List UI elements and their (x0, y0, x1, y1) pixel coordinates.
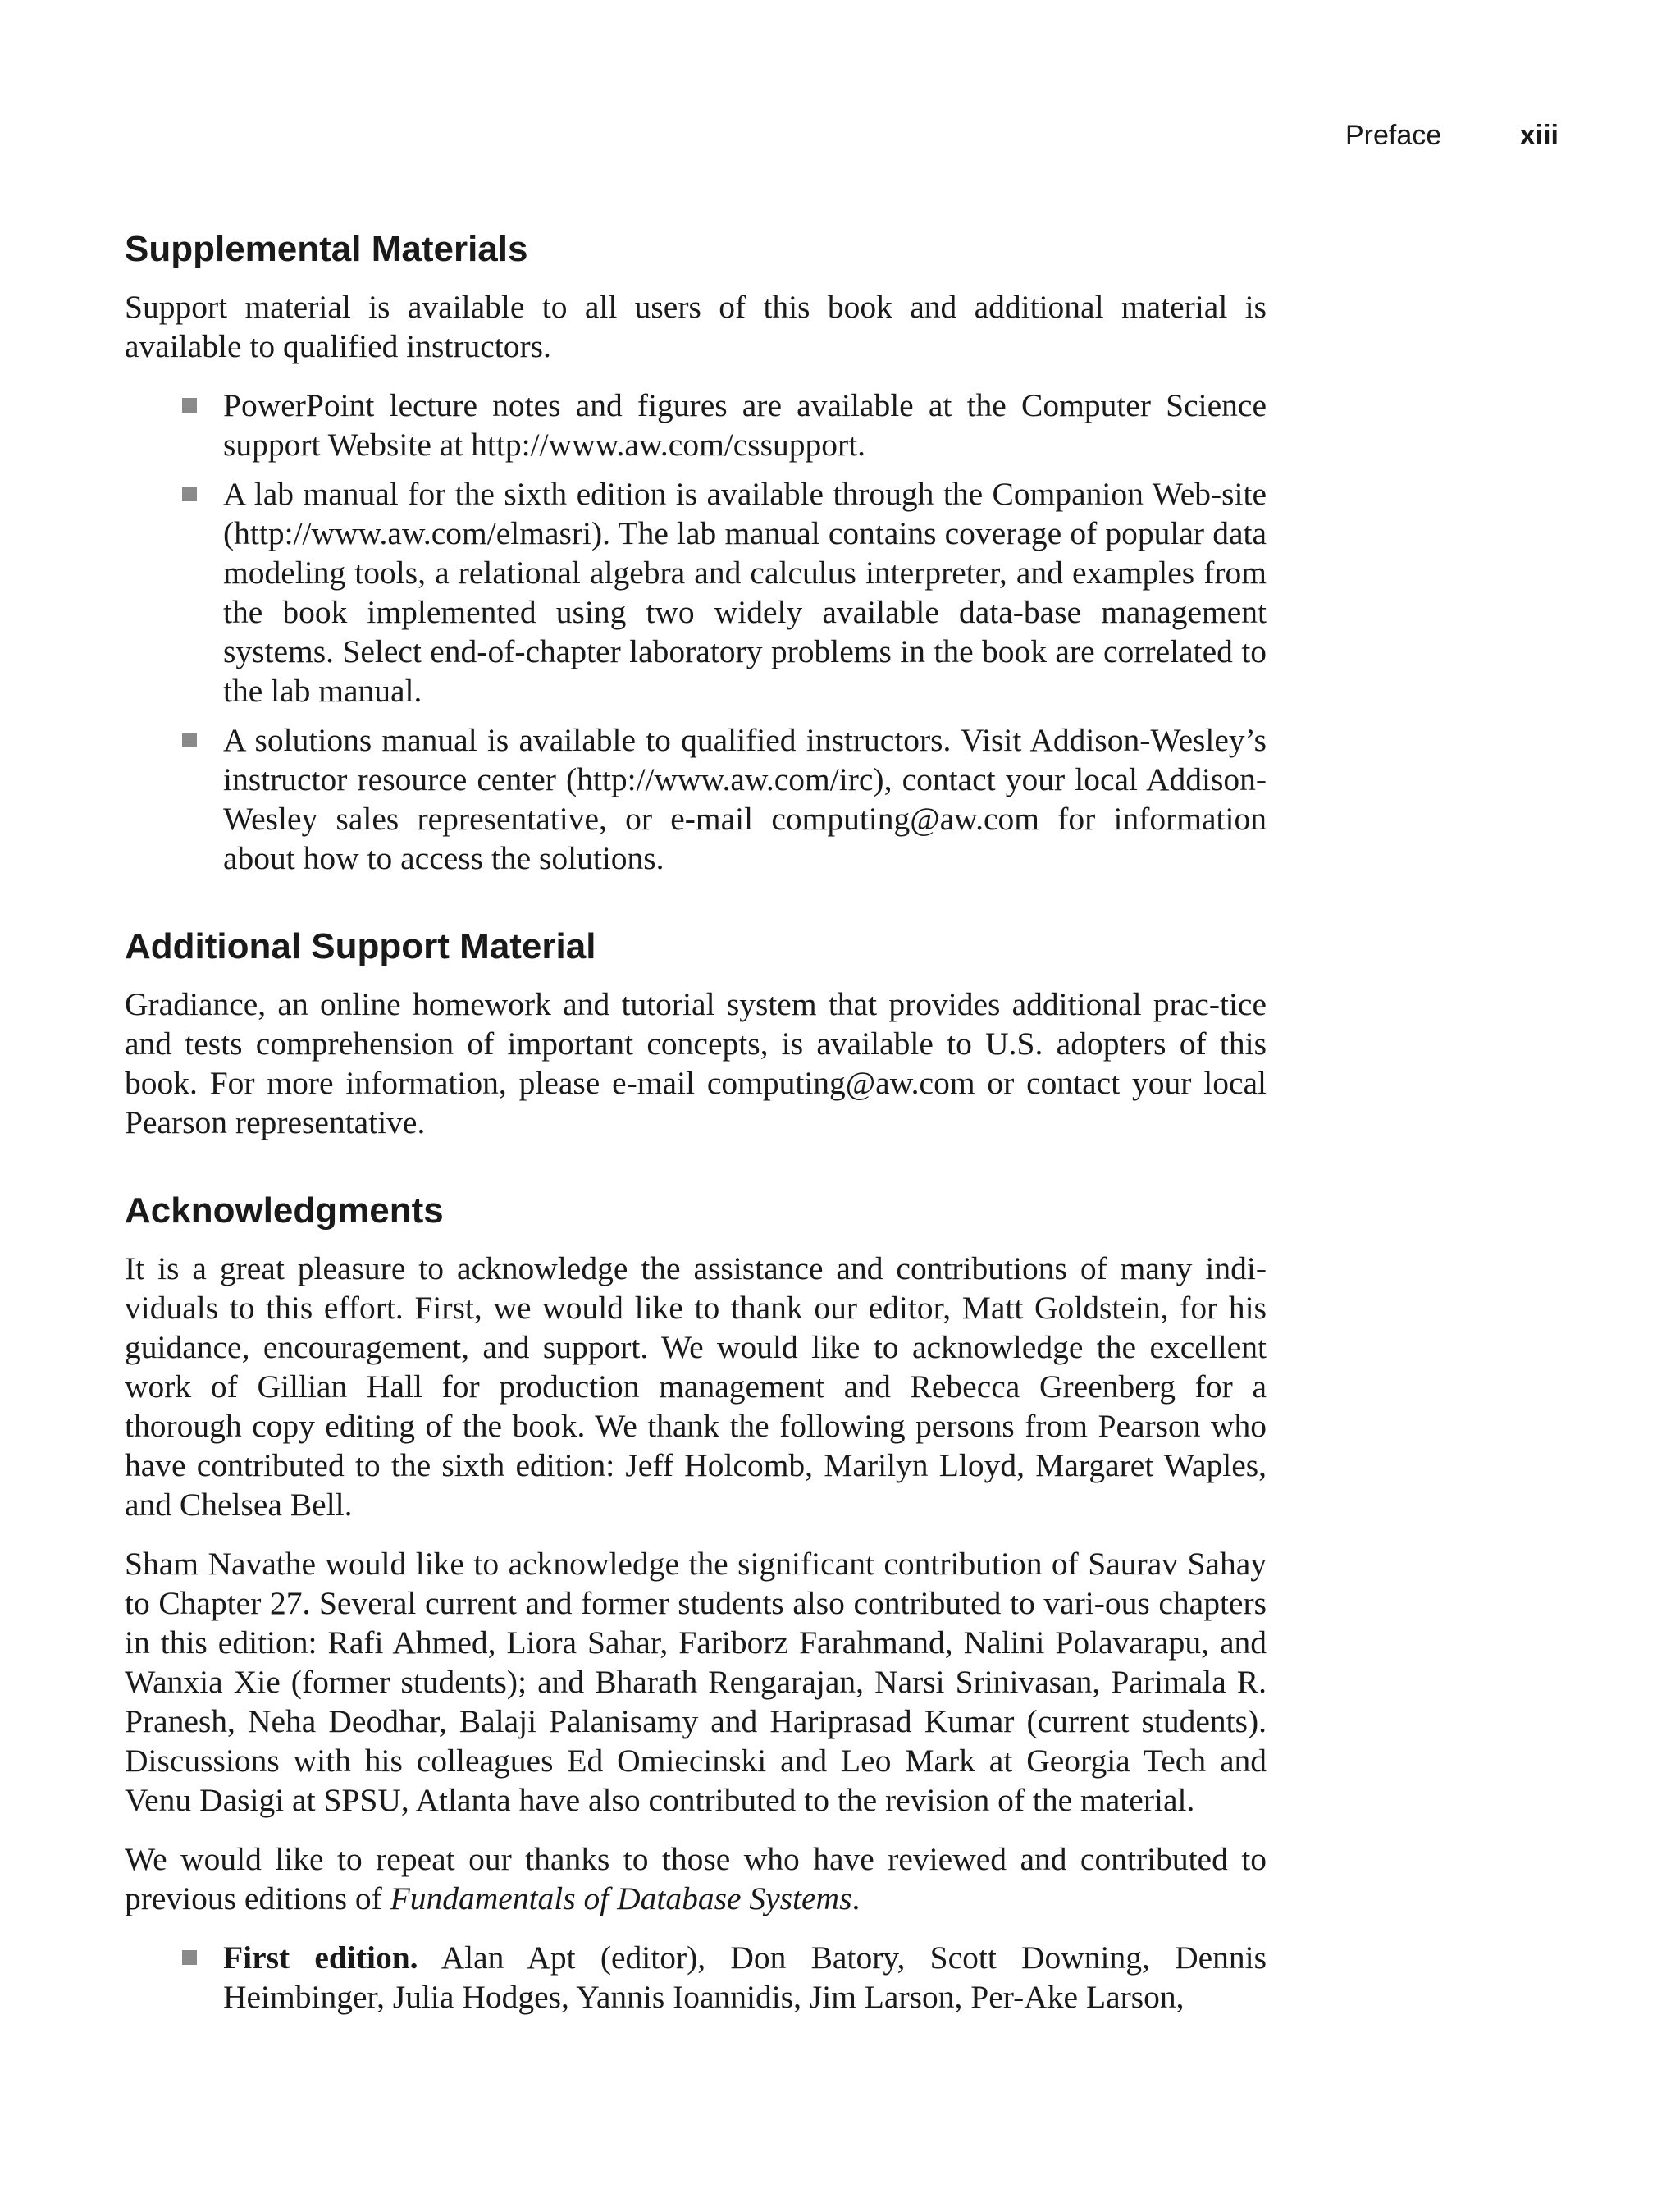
running-head-section: Preface (1345, 120, 1442, 151)
acknowledgments-paragraph-3 (125, 1839, 1267, 1918)
edition-label: First edition. (223, 1939, 418, 1976)
list-item-text: PowerPoint lecture notes and figures are available at the Computer Science support Website at http://www.aw.com/cssupport. (223, 387, 1267, 463)
running-head (1345, 120, 1559, 153)
list-item-text: A solutions manual is available to qualified instructors. Visit Addison-Wesley’s instructor resource center (http://www.aw.com/irc), contact your local Addison-Wesley sales representative, or e-mail computing@aw.com for information about how to access the solutions. (223, 722, 1267, 876)
page-number: xiii (1519, 120, 1559, 151)
heading-acknowledgments: Acknowledgments (125, 1190, 444, 1231)
editions-list (125, 1938, 1267, 2017)
page-content (125, 226, 1267, 2036)
list-item-text: A lab manual for the sixth edition is available through the Companion Web-site (http://www.aw.com/elmasri). The lab manual contains coverage of popular data modeling tools, a relational algebra and calculus interpreter, and examples from the book implemented using two widely available data-base management systems. Select end-of-chapter laboratory problems in the book are correlated to the lab manual. (223, 476, 1267, 709)
supplemental-list (125, 386, 1267, 878)
p3-text: We would like to repeat our thanks to those who have reviewed and contributed to previous editions of (125, 1841, 1267, 1916)
heading-additional-support: Additional Support Material (125, 926, 596, 966)
edition-text: Alan Apt (editor), Don Batory, Scott Downing, Dennis Heimbinger, Julia Hodges, Yannis Ioannidis, Jim Larson, Per-Ake Larson, (223, 1939, 1267, 2015)
list-item (223, 1938, 1267, 2017)
book-title: Fundamentals of Database Systems (390, 1880, 852, 1916)
list-item (223, 386, 1267, 464)
list-item (223, 720, 1267, 878)
supplemental-intro: Support material is available to all users of this book and additional material is available to qualified instructors. (125, 289, 1267, 364)
square-bullet-icon (182, 398, 197, 413)
heading-supplemental-materials: Supplemental Materials (125, 229, 528, 269)
square-bullet-icon (182, 1950, 197, 1965)
acknowledgments-paragraph-2: Sham Navathe would like to acknowledge the significant contribution of Saurav Sahay to Chapter 27. Several current and former students also contributed to vari-ous chapters in this edition: Rafi Ahmed, Liora Sahar, Fariborz Farahmand, Nalini Polavarapu, and Wanxia Xie (former students); and Bharath Rengarajan, Narsi Srinivasan, Parimala R. Pranesh, Neha Deodhar, Balaji Palanisamy and Hariprasad Kumar (current students). Discussions with his colleagues Ed Omiecinski and Leo Mark at Georgia Tech and Venu Dasigi at SPSU, Atlanta have also contributed to the revision of the material. (125, 1546, 1267, 1818)
list-item (223, 474, 1267, 710)
square-bullet-icon (182, 733, 197, 747)
square-bullet-icon (182, 487, 197, 501)
acknowledgments-paragraph-1: It is a great pleasure to acknowledge the assistance and contributions of many indi-viduals to this effort. First, we would like to thank our editor, Matt Goldstein, for his guidance, encouragement, and support. We would like to acknowledge the excellent work of Gillian Hall for production management and Rebecca Greenberg for a thorough copy editing of the book. We thank the following persons from Pearson who have contributed to the sixth edition: Jeff Holcomb, Marilyn Lloyd, Margaret Waples, and Chelsea Bell. (125, 1250, 1267, 1523)
additional-body: Gradiance, an online homework and tutorial system that provides additional prac-tice and tests comprehension of important concepts, is available to U.S. adopters of this book. For more information, please e-mail computing@aw.com or contact your local Pearson representative. (125, 986, 1267, 1140)
p3-end: . (851, 1880, 861, 1916)
